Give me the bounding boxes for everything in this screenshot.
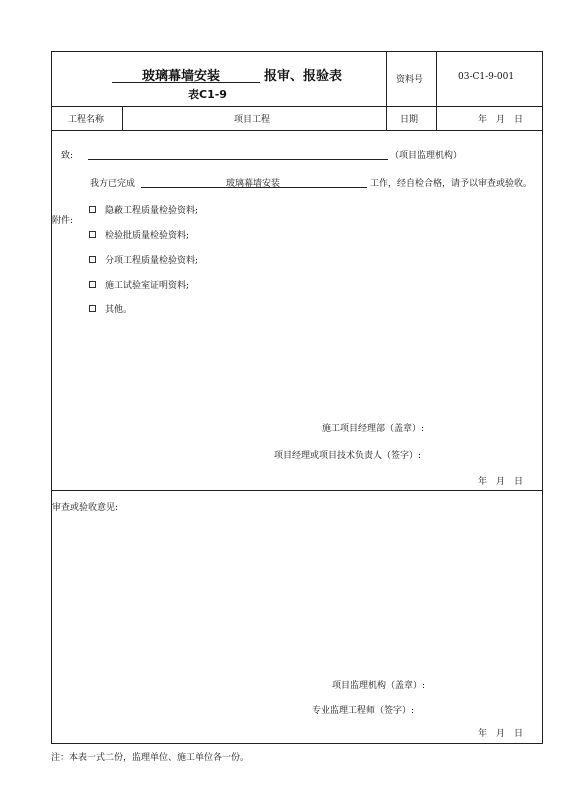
attachment-checkbox[interactable]: [89, 231, 96, 238]
attachment-item: 检验批质量检验资料;: [105, 231, 190, 241]
attachment-checkbox[interactable]: [89, 256, 96, 263]
manager-sign-label: 项目经理或项目技术负责人（签字）:: [274, 451, 422, 461]
completed-suffix: 工作，经自检合格，请予以审查或验收。: [370, 179, 533, 189]
attachment-checkbox[interactable]: [89, 305, 96, 312]
project-name-value: 项目工程: [234, 115, 271, 125]
date-label: 日期: [400, 115, 419, 125]
divider: [52, 106, 542, 107]
engineer-sign-label: 专业监理工程师（签字）:: [312, 706, 415, 716]
date-value: 年 月 日: [478, 115, 524, 125]
form-code: 表C1-9: [188, 88, 227, 101]
report-form: [51, 51, 543, 744]
divider: [52, 490, 542, 491]
divider: [386, 52, 387, 130]
attachments-label: 附件:: [52, 216, 74, 226]
org-seal-label: 项目监理机构（盖章）:: [332, 681, 426, 691]
to-label: 致:: [61, 151, 74, 161]
attachment-checkbox[interactable]: [89, 281, 96, 288]
completed-work: 玻璃幕墙安装: [226, 179, 281, 189]
attachment-item: 分项工程质量检验资料;: [105, 256, 199, 266]
form-title-name: 玻璃幕墙安装: [142, 69, 221, 84]
attachment-item: 隐蔽工程质量检验资料;: [105, 206, 199, 216]
divider: [52, 130, 542, 131]
recipient-line: [88, 159, 388, 160]
review-label: 审查或验收意见:: [52, 503, 119, 513]
project-name-label: 工程名称: [68, 115, 105, 125]
completed-prefix: 我方已完成: [90, 179, 136, 189]
doc-no-label: 资料号: [396, 75, 424, 85]
dept-seal-label: 施工项目经理部（盖章）:: [322, 424, 425, 434]
body-date: 年 月 日: [478, 477, 524, 487]
footnote: 注：本表一式二份，监理单位、施工单位各一份。: [51, 753, 250, 763]
attachment-item: 施工试验室证明资料;: [105, 281, 190, 291]
divider: [122, 106, 123, 130]
attachment-checkbox[interactable]: [89, 206, 96, 213]
to-suffix: （项目监理机构）: [390, 151, 463, 161]
attachment-item: 其他。: [105, 305, 133, 315]
form-title-suffix: 报审、报验表: [264, 69, 343, 84]
review-date: 年 月 日: [478, 729, 524, 739]
doc-no-value: 03-C1-9-001: [458, 72, 515, 82]
divider: [436, 52, 437, 130]
